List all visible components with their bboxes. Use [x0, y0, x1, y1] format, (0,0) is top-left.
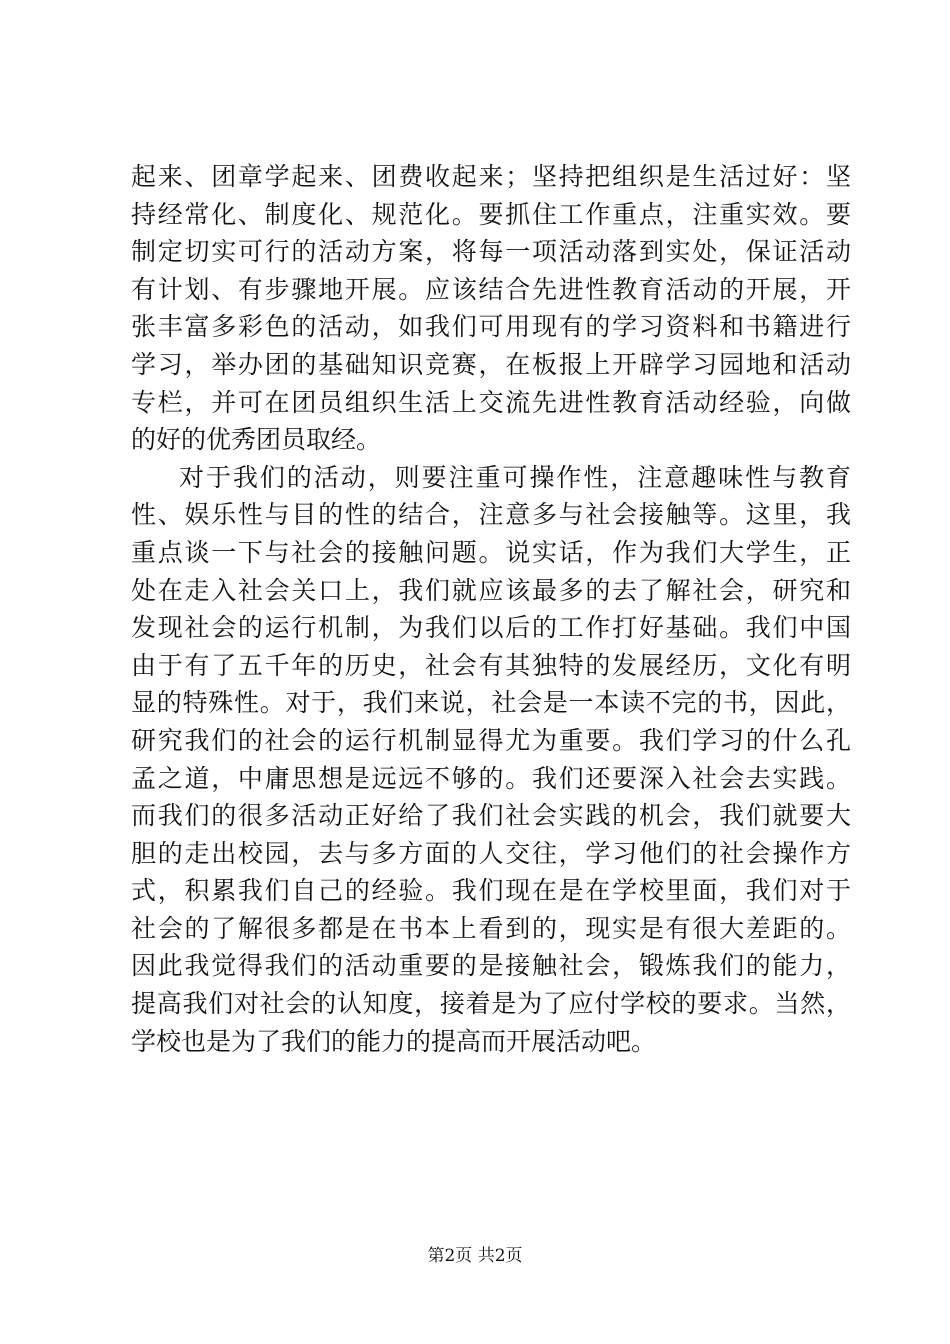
text-line: 的好的优秀团员取经。	[131, 425, 382, 455]
text-line: 孟之道，中庸思想是远远不够的。我们还要深入社会去实践。	[131, 763, 851, 793]
text-line: 显的特殊性。对于，我们来说，社会是一本读不完的书，因此，	[131, 688, 851, 718]
text-line: 持经常化、制度化、规范化。要抓住工作重点，注重实效。要	[131, 199, 851, 229]
text-line: 而我们的很多活动正好给了我们社会实践的机会，我们就要大	[131, 801, 851, 831]
text-line: 由于有了五千年的历史，社会有其独特的发展经历，文化有明	[131, 650, 851, 680]
text-line: 发现社会的运行机制，为我们以后的工作打好基础。我们中国	[131, 613, 851, 643]
text-line: 研究我们的社会的运行机制显得尤为重要。我们学习的什么孔	[131, 725, 851, 755]
text-line: 处在走入社会关口上，我们就应该最多的去了解社会，研究和	[131, 575, 851, 605]
text-line: 重点谈一下与社会的接触问题。说实话，作为我们大学生，正	[131, 537, 851, 567]
text-line: 对于我们的活动，则要注重可操作性，注意趣味性与教育	[179, 462, 851, 492]
body-text	[131, 158, 851, 1060]
text-line: 张丰富多彩色的活动，如我们可用现有的学习资料和书籍进行	[131, 312, 851, 342]
text-line: 社会的了解很多都是在书本上看到的，现实是有很大差距的。	[131, 913, 851, 943]
text-line: 式，积累我们自己的经验。我们现在是在学校里面，我们对于	[131, 876, 851, 906]
text-line: 胆的走出校园，去与多方面的人交往，学习他们的社会操作方	[131, 838, 851, 868]
paragraph-1	[131, 158, 851, 459]
text-line: 因此我觉得我们的活动重要的是接触社会，锻炼我们的能力，	[131, 951, 851, 981]
text-line: 学校也是为了我们的能力的提高而开展活动吧。	[131, 1026, 657, 1056]
text-line: 制定切实可行的活动方案，将每一项活动落到实处，保证活动	[131, 237, 851, 267]
page-footer: 第2页 共2页	[427, 1246, 523, 1266]
text-line: 专栏，并可在团员组织生活上交流先进性教育活动经验，向做	[131, 387, 851, 417]
text-line: 提高我们对社会的认知度，接着是为了应付学校的要求。当然，	[131, 989, 851, 1019]
paragraph-2	[131, 459, 851, 1061]
text-line: 有计划、有步骤地开展。应该结合先进性教育活动的开展，开	[131, 274, 851, 304]
text-line: 学习，举办团的基础知识竞赛，在板报上开辟学习园地和活动	[131, 349, 851, 379]
text-line: 起来、团章学起来、团费收起来；坚持把组织是生活过好：坚	[131, 162, 851, 191]
text-line: 性、娱乐性与目的性的结合，注意多与社会接触等。这里，我	[131, 500, 851, 530]
